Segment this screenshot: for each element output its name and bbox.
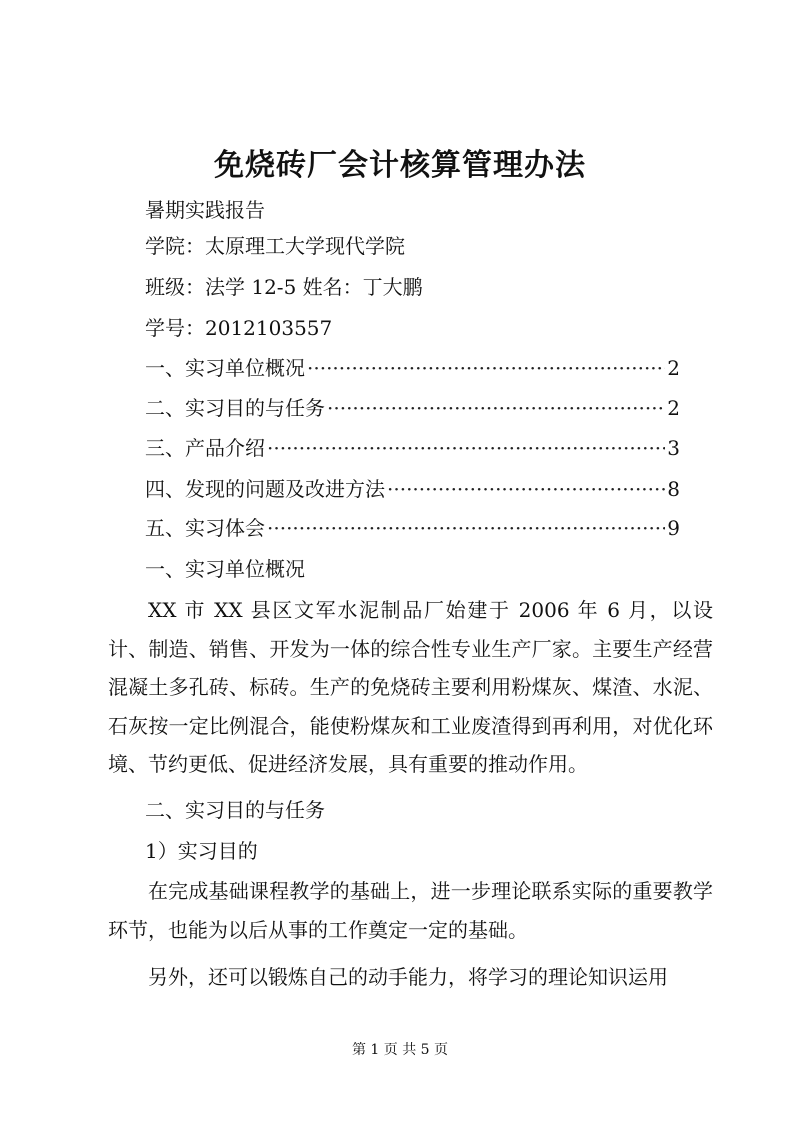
- section-paragraph: 在完成基础课程教学的基础上，进一步理论联系实际的重要教学环节，也能为以后从事的工作奠定一定的基础。: [108, 879, 713, 942]
- toc-entry: [145, 434, 680, 462]
- page-footer: 第 1 页 共 5 页: [351, 1042, 449, 1058]
- section-heading: 二、实习目的与任务: [145, 798, 325, 822]
- document-title: 免烧砖厂会计核算管理办法: [214, 148, 586, 183]
- toc-entry-label: 三、产品介绍: [145, 436, 265, 460]
- toc-entry-page: 9: [667, 516, 680, 540]
- toc-entry: [145, 475, 680, 503]
- toc-leader-dots: [327, 394, 665, 422]
- toc-leader-dots: [267, 434, 665, 462]
- toc-leader-dots: [387, 475, 665, 503]
- toc-entry-page: 8: [667, 477, 680, 501]
- toc-leader-dots: [267, 514, 665, 542]
- subsection-heading: 1）实习目的: [145, 839, 258, 863]
- toc-entry-label: 五、实习体会: [145, 516, 265, 540]
- report-subtitle: 暑期实践报告: [145, 198, 265, 222]
- toc-entry: [145, 514, 680, 542]
- class-name-line: 班级：法学 12-5 姓名：丁大鹏: [145, 275, 423, 299]
- toc-entry-page: 2: [667, 396, 680, 420]
- toc-entry-label: 四、发现的问题及改进方法: [145, 477, 385, 501]
- toc-entry-label: 二、实习目的与任务: [145, 396, 325, 420]
- toc-leader-dots: [307, 354, 665, 382]
- toc-entry: [145, 354, 680, 382]
- college-line: 学院：太原理工大学现代学院: [145, 234, 405, 258]
- student-id-line: 学号：2012103557: [145, 316, 333, 340]
- section-paragraph: 另外，还可以锻炼自己的动手能力，将学习的理论知识运用: [148, 965, 668, 989]
- toc-entry-label: 一、实习单位概况: [145, 356, 305, 380]
- section-heading: 一、实习单位概况: [145, 557, 305, 581]
- toc-entry: [145, 394, 680, 422]
- section-paragraph: XX 市 XX 县区文军水泥制品厂始建于 2006 年 6 月，以设计、制造、销售、开发为一体的综合性专业生产厂家。主要生产经营混凝土多孔砖、标砖。生产的免烧砖主要利用粉煤灰、煤渣、水泥、石灰按一定比例混合，能使粉煤灰和工业废渣得到再利用，对优化环境、节约更低、促进经济发展，具有重要的推动作用。: [108, 598, 713, 776]
- toc-entry-page: 2: [667, 356, 680, 380]
- toc-entry-page: 3: [667, 436, 680, 460]
